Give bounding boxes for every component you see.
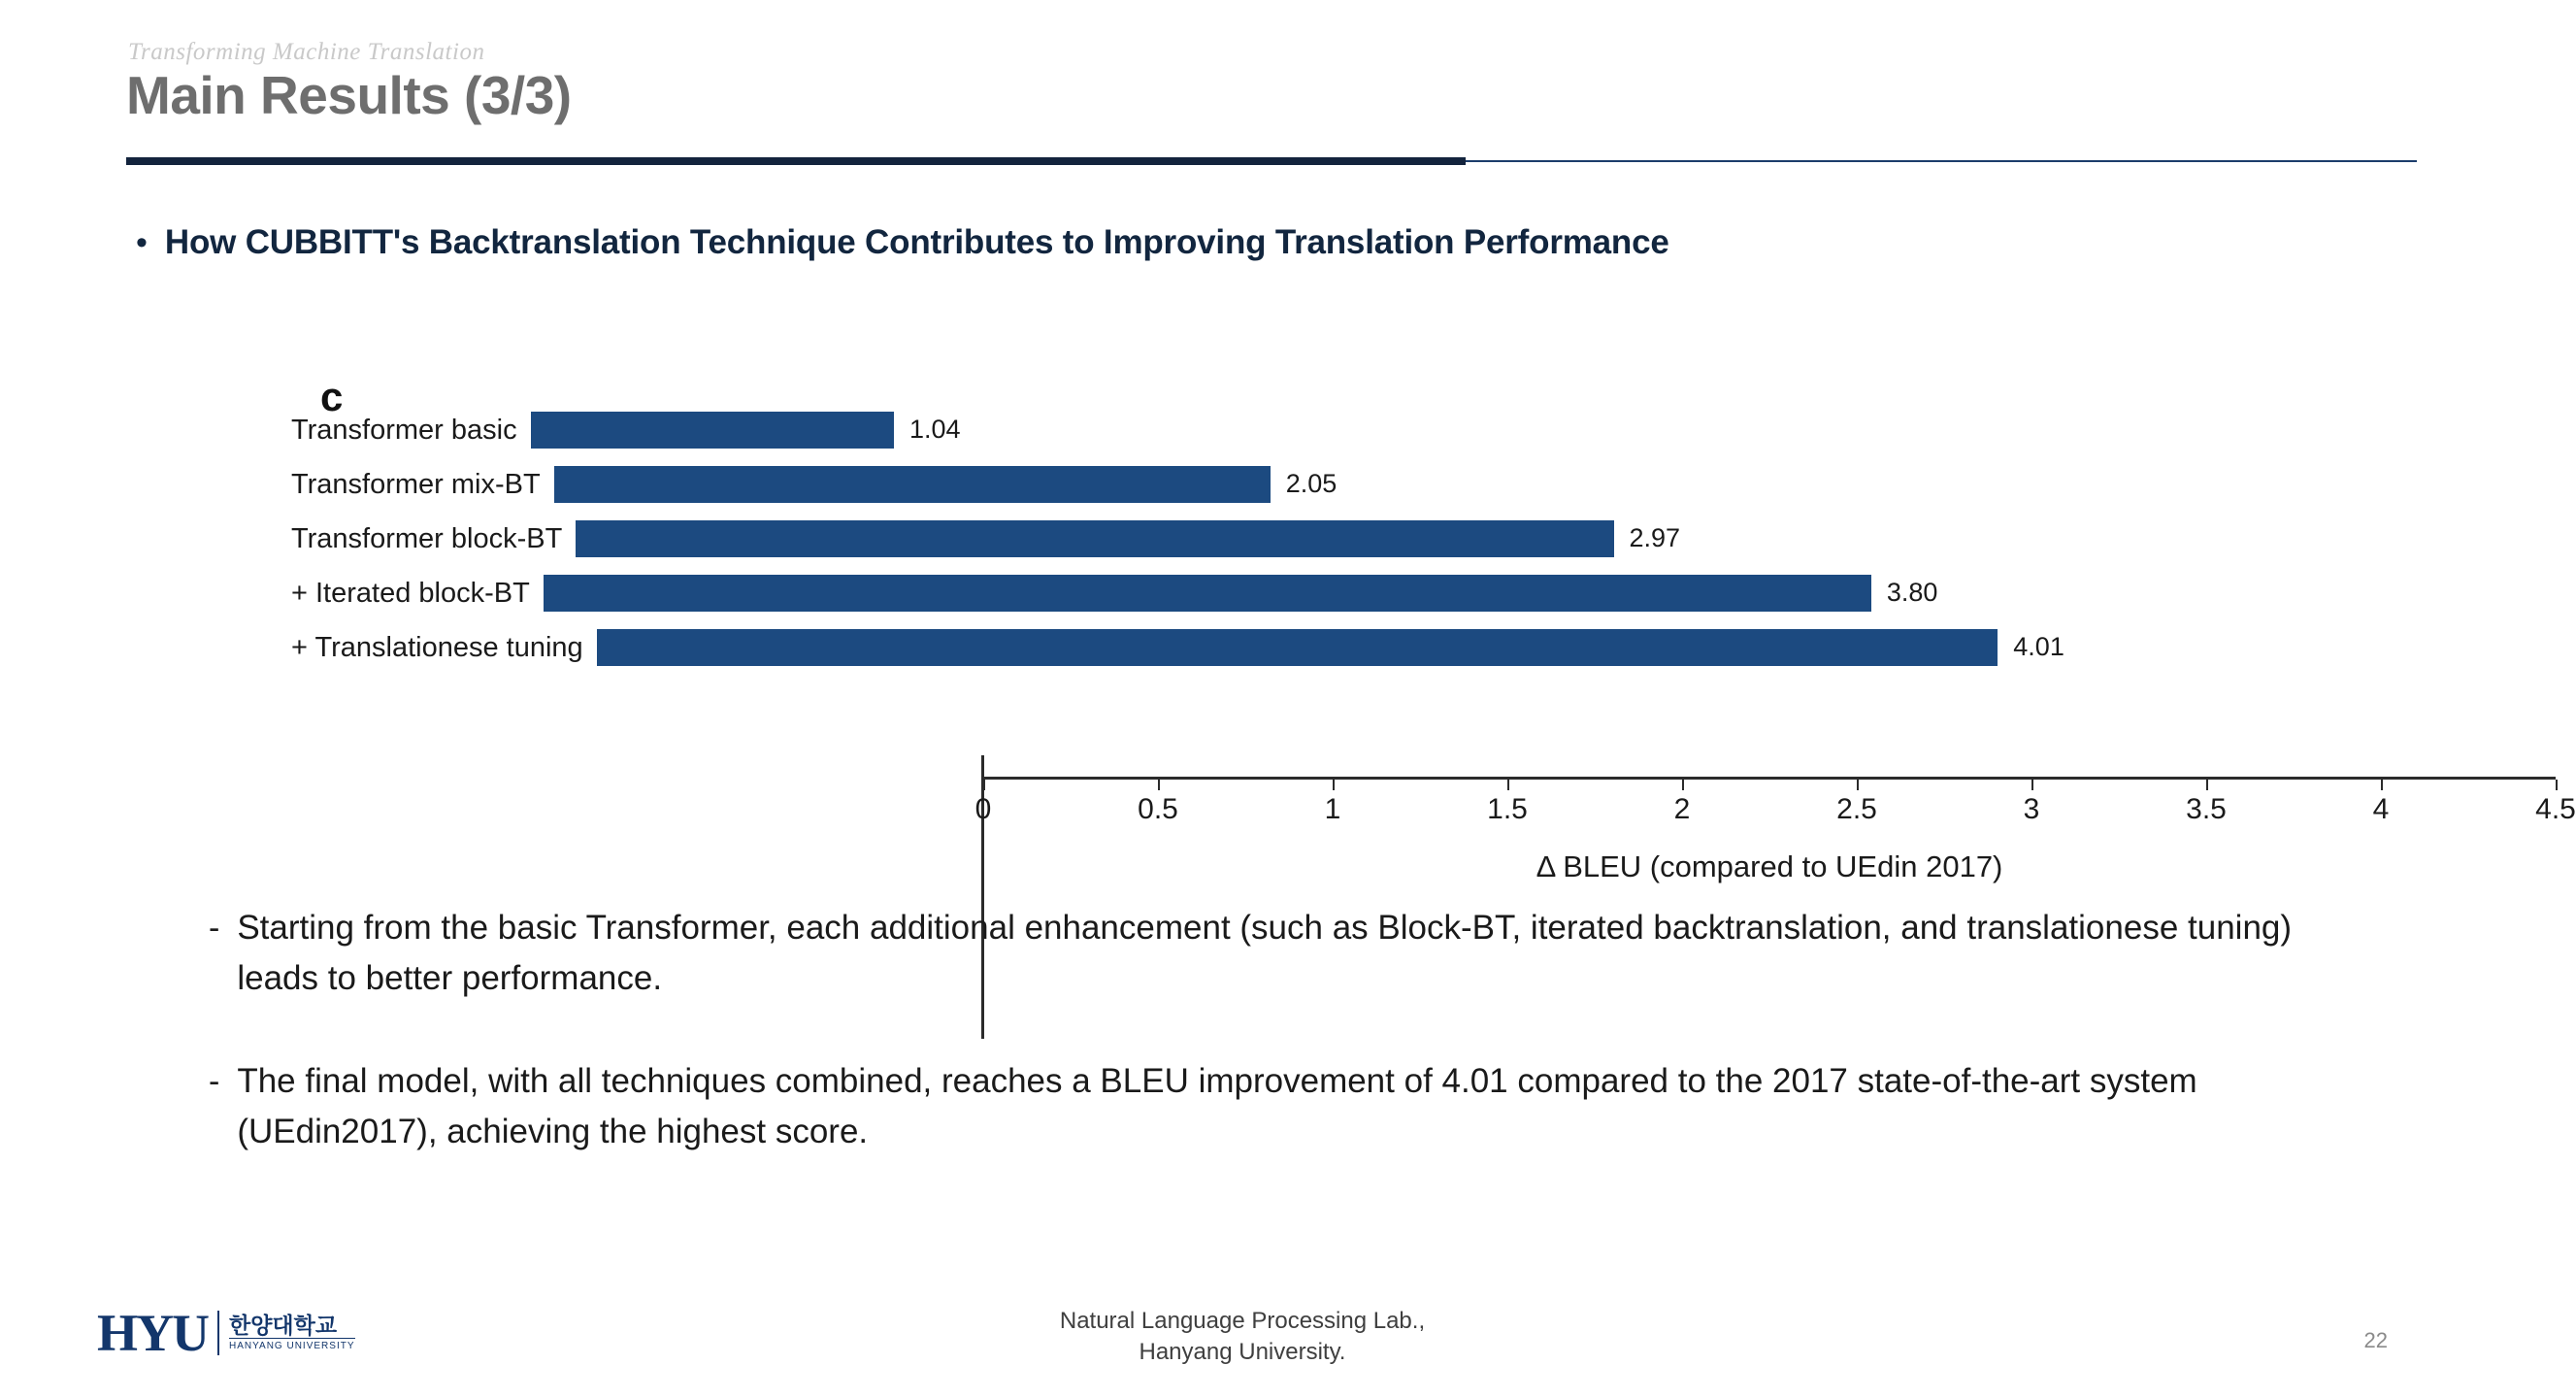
chart-category-label: + Translationese tuning — [291, 631, 583, 663]
chart-bar — [597, 629, 1998, 666]
chart-bar — [531, 412, 894, 449]
chart-x-tick-label: 4.5 — [2535, 793, 2576, 825]
chart-bar — [544, 575, 1871, 612]
dash-bullet-icon: - — [209, 1063, 220, 1100]
chart-bar — [576, 520, 1613, 557]
chart-x-tick-label: 1 — [1324, 793, 1341, 825]
body-bullet-text: The final model, with all techniques combined, reaches a BLEU improvement of 4.01 compared to the 2017 state-of-the-art system (UEdin2017), achieving the highest score. — [237, 1062, 2197, 1150]
chart-x-axis-label: Δ BLEU (compared to UEdin 2017) — [1536, 849, 2003, 883]
chart-x-tick — [2031, 780, 2033, 790]
body-bullet-item — [209, 1056, 2431, 1157]
chart-bar-track — [576, 512, 1681, 566]
page-title: Main Results (3/3) — [126, 65, 572, 125]
logo-text-group — [229, 1313, 355, 1353]
dash-bullet-icon: - — [209, 910, 220, 947]
chart-bar-value-label: 1.04 — [909, 415, 961, 444]
footer-affiliation-line1: Natural Language Processing Lab., — [1059, 1308, 1426, 1334]
chart-x-tick-label: 0.5 — [1138, 793, 1178, 825]
logo-roman-name: HANYANG UNIVERSITY — [229, 1338, 355, 1353]
chart-category-label: Transformer mix-BT — [291, 468, 541, 500]
chart-category-label: Transformer basic — [291, 414, 517, 446]
chart-x-tick-label: 3 — [2023, 793, 2040, 825]
logo-divider — [217, 1311, 219, 1355]
chart-bar-value-label: 3.80 — [1886, 578, 1938, 607]
chart-x-tick — [2556, 780, 2558, 790]
chart-row — [291, 512, 1681, 566]
page-number: 22 — [2363, 1328, 2388, 1352]
chart-x-tick — [1333, 780, 1335, 790]
chart-bar-value-label: 2.05 — [1285, 469, 1338, 498]
chart-bar-value-label: 2.97 — [1629, 523, 1681, 552]
chart-category-label: Transformer block-BT — [291, 522, 563, 554]
chart-bar-track — [531, 403, 1378, 457]
body-bullet-text: Starting from the basic Transformer, each additional enhancement (such as Block-BT, iterated backtranslation, and translationese tuning) leads to better performance. — [237, 909, 2293, 997]
chart-bar-value-label: 4.01 — [2013, 632, 2064, 661]
body-bullet-item — [209, 903, 2431, 1004]
footer-affiliation — [0, 1306, 2485, 1368]
chart-panel-letter: c — [320, 374, 344, 419]
chart-row — [291, 620, 2064, 675]
university-logo — [97, 1306, 355, 1360]
chart-bar-track — [544, 566, 1938, 620]
chart-x-axis — [983, 777, 2556, 780]
chart-row — [291, 457, 1378, 512]
chart-row — [291, 403, 1378, 457]
chart-x-tick-label: 2 — [1673, 793, 1691, 825]
chart-x-tick — [1682, 780, 1684, 790]
chart-bar-track — [554, 457, 1378, 512]
chart-x-tick — [2206, 780, 2208, 790]
chart-x-tick-label: 2.5 — [1836, 793, 1877, 825]
chart-category-label: + Iterated block-BT — [291, 577, 530, 609]
chart-x-tick — [1158, 780, 1160, 790]
bullet-dot-icon: • — [136, 224, 148, 261]
body-bullet-list — [209, 903, 2431, 1210]
chart-bar — [554, 466, 1271, 503]
chart-row — [291, 566, 1938, 620]
chart-x-tick — [1857, 780, 1859, 790]
header-divider — [126, 157, 2417, 165]
chart-x-tick-label: 1.5 — [1487, 793, 1528, 825]
section-heading-label: How CUBBITT's Backtranslation Technique Contributes to Improving Translation Performance — [164, 223, 1669, 261]
chart-x-tick — [2381, 780, 2383, 790]
chart-x-tick-label: 0 — [974, 793, 992, 825]
chart-x-tick — [1507, 780, 1509, 790]
header-divider-thick — [126, 157, 1466, 165]
chart-x-tick — [983, 780, 985, 790]
section-heading — [136, 221, 1669, 264]
chart-bar-track — [597, 620, 2064, 675]
footer-affiliation-line2: Hanyang University. — [1139, 1339, 1346, 1365]
slide-header — [126, 39, 2417, 124]
chart-x-tick-label: 4 — [2372, 793, 2390, 825]
logo-korean-name: 한양대학교 — [229, 1313, 338, 1338]
logo-mark: HYU — [97, 1304, 208, 1362]
slide-kicker: Transforming Machine Translation — [128, 39, 485, 65]
chart-x-tick-label: 3.5 — [2186, 793, 2227, 825]
chart-bars-group — [291, 403, 2064, 675]
